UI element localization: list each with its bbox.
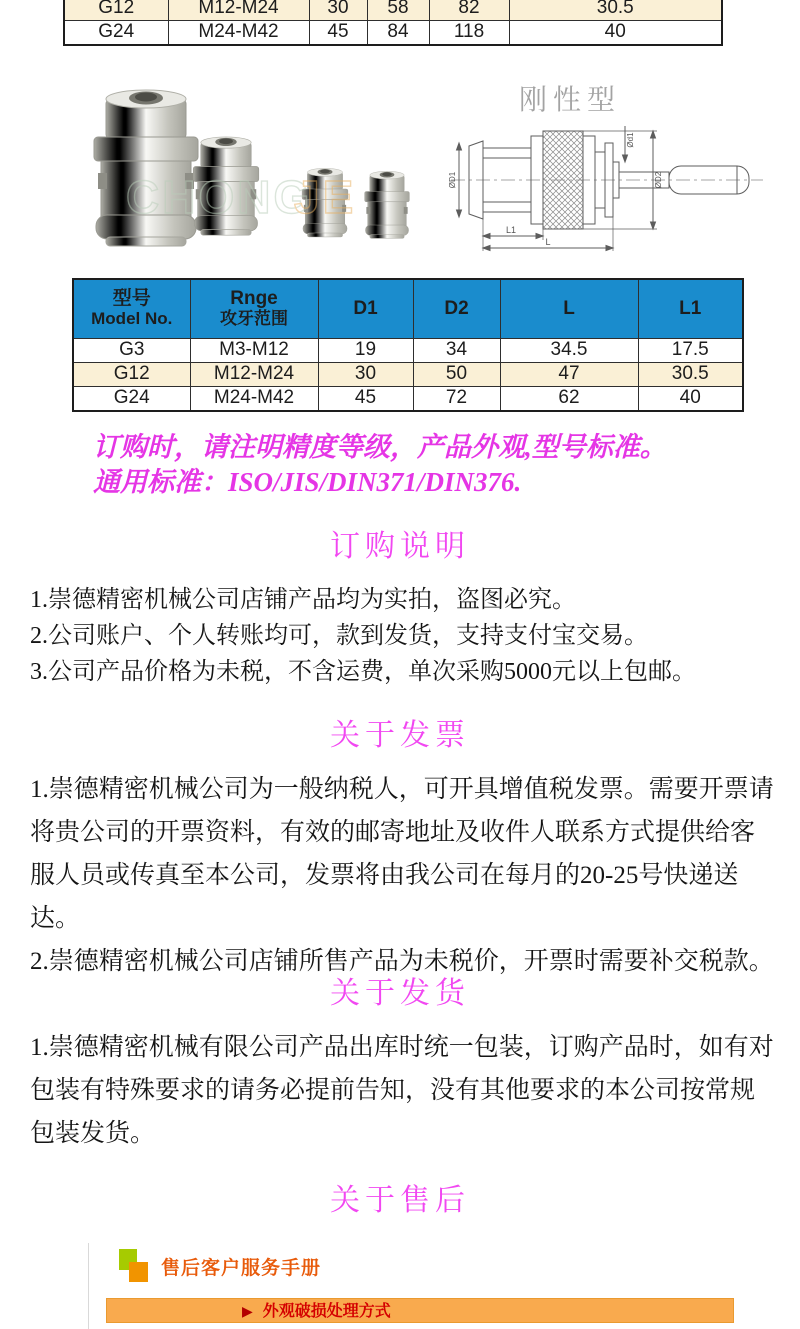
cell-l: 118 <box>429 21 509 46</box>
paragraph: 1.崇德精密机械有限公司产品出库时统一包装，订购产品时，如有对包装有特殊要求的请务必提前告知，没有其他要求的本公司按常规包装发货。 <box>30 1034 774 1147</box>
section-title-shipping: 关于发货 <box>330 977 470 1010</box>
cell-model: G12 <box>73 363 190 387</box>
table-row <box>73 363 743 387</box>
notice-line: 订购时，请注明精度等级，产品外观,型号标准。 <box>93 432 667 462</box>
cell-range: M12-M24 <box>190 363 318 387</box>
cell-d2: 34 <box>413 339 500 363</box>
svg-text:JE: JE <box>294 171 357 223</box>
collet-smallest <box>365 171 410 238</box>
table-row <box>73 387 743 412</box>
header-d1: D1 <box>318 279 413 339</box>
product-photo <box>28 75 440 257</box>
cell-d2: 84 <box>367 21 429 46</box>
cell-d2: 72 <box>413 387 500 412</box>
header-l: L <box>500 279 638 339</box>
section-title-aftersale: 关于售后 <box>330 1184 470 1217</box>
cell-l1: 40 <box>509 21 722 46</box>
cell-model: G12 <box>64 0 168 21</box>
cell-l1: 40 <box>638 387 743 412</box>
ordering-list <box>30 582 778 690</box>
svg-text:ØD1: ØD1 <box>448 171 457 189</box>
list-item: 1.崇德精密机械公司店铺产品均为实拍，盗图必究。 <box>30 587 576 613</box>
notice-line: 通用标准：ISO/JIS/DIN371/DIN376. <box>93 467 522 497</box>
service-manual-title: 售后客户服务手册 <box>161 1258 322 1279</box>
play-arrow-icon: ▶ <box>242 1303 253 1319</box>
table-row <box>73 339 743 363</box>
orange-square-icon <box>129 1262 148 1282</box>
brand-watermark <box>126 171 356 223</box>
cell-model: G24 <box>64 21 168 46</box>
damage-handling-label: 外观破损处理方式 <box>262 1303 391 1320</box>
drawing-type-label: 刚性型 <box>518 85 621 116</box>
cell-range: M24-M42 <box>190 387 318 412</box>
table-row <box>64 0 722 21</box>
cell-l: 62 <box>500 387 638 412</box>
cell-range: M12-M24 <box>168 0 309 21</box>
svg-text:L: L <box>545 237 551 247</box>
list-item: 2.公司账户、个人转账均可，款到发货，支持支付宝交易。 <box>30 623 648 649</box>
section-title-ordering: 订购说明 <box>330 530 470 563</box>
cell-model: G24 <box>73 387 190 412</box>
svg-text:ØD2: ØD2 <box>654 171 663 189</box>
paragraph: 2.崇德精密机械公司店铺所售产品为未税价，开票时需要补交税款。 <box>30 948 774 975</box>
shipping-text <box>30 1026 778 1155</box>
cell-model: G3 <box>73 339 190 363</box>
section-title-invoice: 关于发票 <box>330 719 470 752</box>
cell-d1: 30 <box>309 0 367 21</box>
manual-squares-icon <box>119 1249 149 1283</box>
cell-range: M3-M12 <box>190 339 318 363</box>
table-header-row <box>73 279 743 339</box>
size-table-partial <box>63 0 723 46</box>
cell-d1: 19 <box>318 339 413 363</box>
cell-l: 34.5 <box>500 339 638 363</box>
svg-text:CHONG: CHONG <box>126 171 313 223</box>
header-model: 型号 Model No. <box>73 279 190 339</box>
cell-l1: 30.5 <box>509 0 722 21</box>
service-manual-box <box>88 1243 779 1329</box>
cell-range: M24-M42 <box>168 21 309 46</box>
cell-d2: 50 <box>413 363 500 387</box>
damage-handling-bar[interactable] <box>106 1298 734 1323</box>
svg-text:L1: L1 <box>505 225 517 235</box>
header-d2: D2 <box>413 279 500 339</box>
header-l1: L1 <box>638 279 743 339</box>
cell-d1: 45 <box>309 21 367 46</box>
cell-l1: 30.5 <box>638 363 743 387</box>
cell-l: 82 <box>429 0 509 21</box>
svg-text:Ød1: Ød1 <box>626 132 635 148</box>
header-range: Rnge 攻牙范围 <box>190 279 318 339</box>
paragraph: 1.崇德精密机械公司为一般纳税人，可开具增值税发票。需要开票请将贵公司的开票资料，有效的邮寄地址及收件人联系方式提供给客服人员或传真至本公司，发票将由我公司在每月的20-25号快递送达。 <box>30 776 774 932</box>
ordering-notice <box>93 430 773 500</box>
table-row <box>64 21 722 46</box>
cell-d1: 45 <box>318 387 413 412</box>
cell-d1: 30 <box>318 363 413 387</box>
cell-l: 47 <box>500 363 638 387</box>
list-item: 3.公司产品价格为未税，不含运费，单次采购5000元以上包邮。 <box>30 659 696 685</box>
technical-drawing <box>445 110 790 252</box>
size-table <box>72 278 744 412</box>
cell-d2: 58 <box>367 0 429 21</box>
invoice-text <box>30 768 778 983</box>
cell-l1: 17.5 <box>638 339 743 363</box>
